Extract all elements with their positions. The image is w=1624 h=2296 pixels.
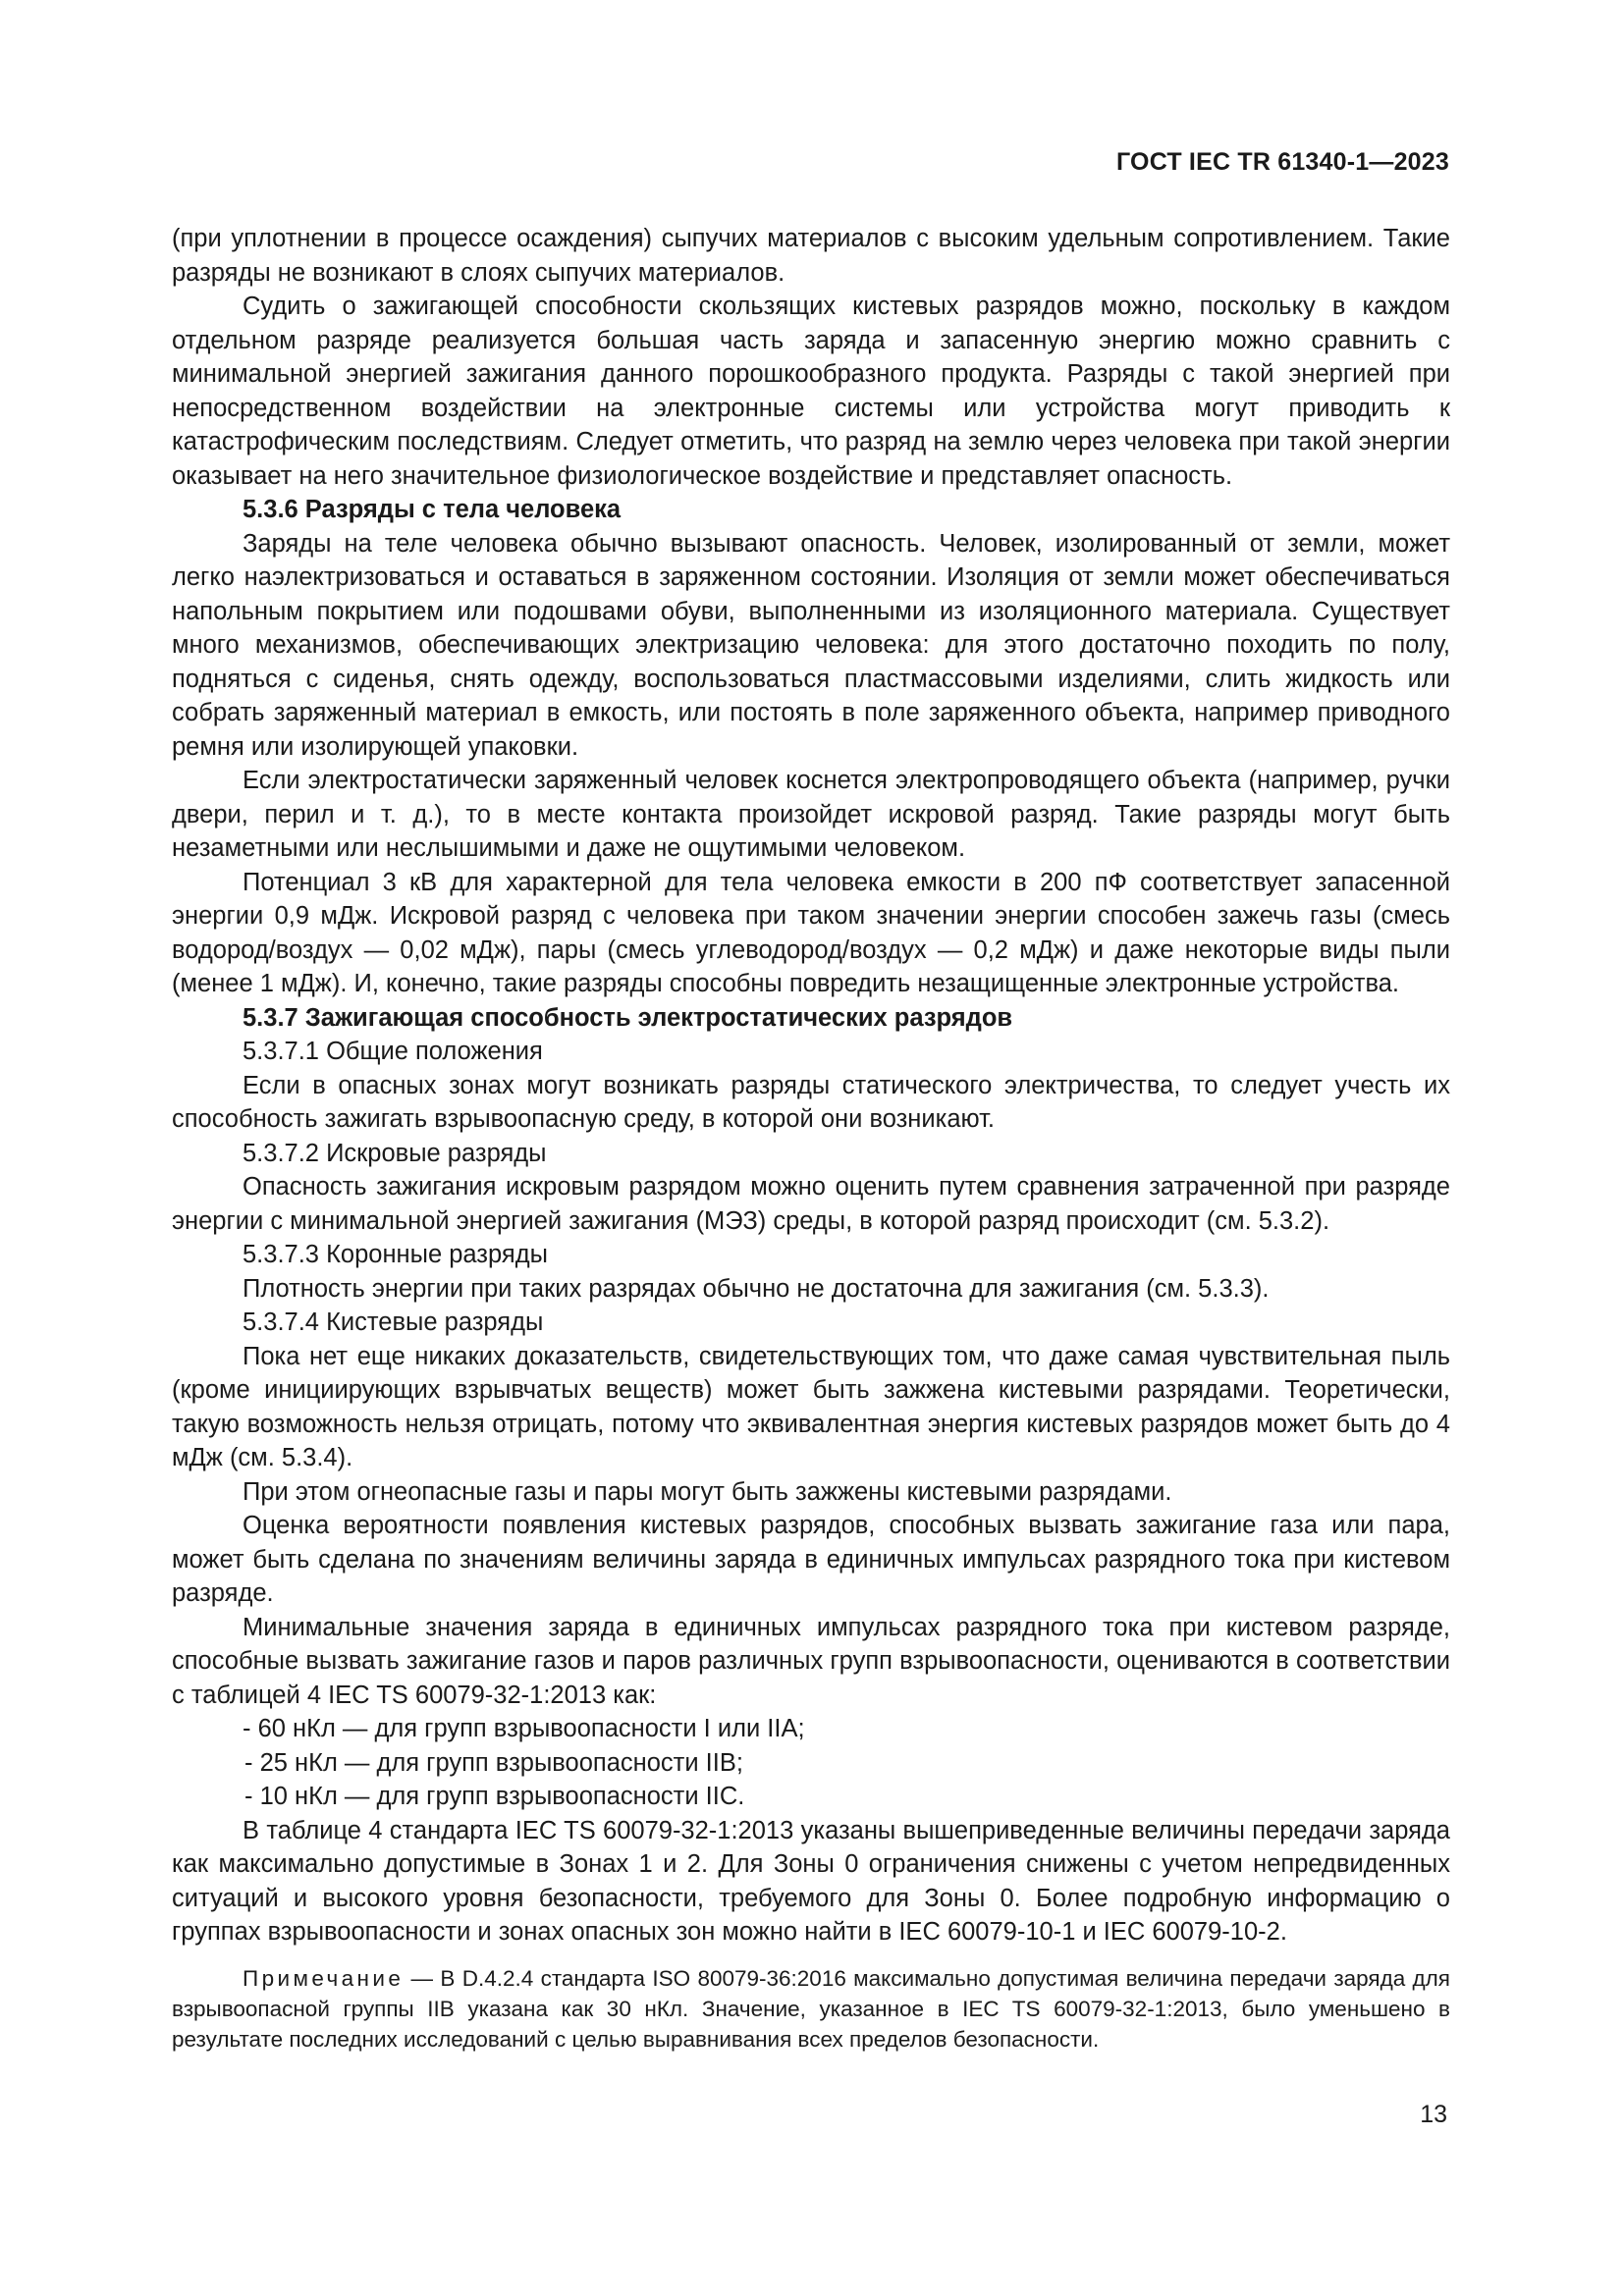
paragraph: Плотность энергии при таких разрядах обычно не достаточна для зажигания (см. 5.3.3).	[243, 1274, 1270, 1303]
page-number: 13	[1420, 2101, 1447, 2128]
subsection-heading: 5.3.7.4 Кистевые разряды	[243, 1308, 544, 1336]
subsection-heading: 5.3.7.1 Общие положения	[243, 1038, 543, 1065]
note	[172, 1963, 1450, 2055]
subsection-heading: 5.3.7.3 Коронные разряды	[243, 1241, 548, 1268]
paragraph: Пока нет еще никаких доказательств, свидетельствующих том, что даже самая чувствительная пыль (кроме инициирующих взрывчатых веществ) может быть зажжена кистевыми разрядами. Теоретически, такую возможность нельзя отрицать, потому что эквивалентная энергия кистевых разрядов может быть до 4 мДж (см. 5.3.4).	[172, 1342, 1450, 1471]
paragraph: Судить о зажигающей способности скользящих кистевых разрядов можно, поскольку в каждом отдельном разряде реализуется большая часть заряда и запасенную энергию можно сравнить с минимальной энергией зажигания данного порошкообразного продукта. Разряды с такой энергией при непосредственном воздействии на электронные системы или устройства могут приводить к катастрофическим последствиям. Следует отметить, что разряд на землю через человека при такой энергии оказывает на него значительное физиологическое воздействие и представляет опасность.	[172, 293, 1450, 490]
list-item: - 25 нКл — для групп взрывоопасности IIВ;	[244, 1748, 743, 1777]
document-header: ГОСТ IEC TR 61340-1—2023	[1116, 148, 1449, 176]
paragraph: Если электростатически заряженный человек коснется электропроводящего объекта (например, ручки двери, перил и т. д.), то в месте контакта произойдет искровой разряд. Такие разряды могут быть незаметными или неслышимыми и даже не ощутимыми человеком.	[172, 767, 1450, 862]
note-text: — В D.4.2.4 стандарта ISO 80079-36:2016 максимально допустимая величина передачи заряда для взрывоопасной группы IIВ указана как 30 нКл. Значение, указанное в IEC TS 60079-32-1:2013, было уменьшено в результате последних исследований с целью выравнивания всех пределов безопасности.	[172, 1965, 1450, 2052]
paragraph: (при уплотнении в процессе осаждения) сыпучих материалов с высоким удельным сопротивлением. Такие разряды не возникают в слоях сыпучих материалов.	[172, 225, 1450, 287]
section-heading: 5.3.6 Разряды с тела человека	[243, 496, 622, 523]
paragraph: Потенциал 3 кВ для характерной для тела человека емкости в 200 пФ соответствует запасенной энергии 0,9 мДж. Искровой разряд с человека при таком значении энергии способен зажечь газы (смесь водород/воздух — 0,02 мДж), пары (смесь углеводород/воздух — 0,2 мДж) и даже некоторые виды пыли (менее 1 мДж). И, конечно, такие разряды способны повредить незащищенные электронные устройства.	[172, 868, 1450, 997]
section-heading: 5.3.7 Зажигающая способность электростатических разрядов	[243, 1003, 1013, 1032]
paragraph: Минимальные значения заряда в единичных импульсах разрядного тока при кистевом разряде, способные вызвать зажигание газов и паров различных групп взрывоопасности, оцениваются в соответствии с таблицей 4 IEC TS 60079-32-1:2013 как:	[172, 1613, 1450, 1709]
paragraph: Заряды на теле человека обычно вызывают опасность. Человек, изолированный от земли, может легко наэлектризоваться и оставаться в заряженном состоянии. Изоляция от земли может обеспечиваться напольным покрытием или подошвами обуви, выполненными из изоляционного материала. Существует много механизмов, обеспечивающих электризацию человека: для этого достаточно походить по полу, подняться с сиденья, снять одежду, воспользоваться пластмассовыми изделиями, слить жидкость или собрать заряженный материал в емкость, или постоять в поле заряженного объекта, например приводного ремня или изолирующей упаковки.	[172, 529, 1450, 761]
paragraph: В таблице 4 стандарта IEC TS 60079-32-1:2013 указаны вышеприведенные величины передачи заряда как максимально допустимые в Зонах 1 и 2. Для Зоны 0 ограничения снижены с учетом непредвиденных ситуаций и высокого уровня безопасности, требуемого для Зоны 0. Более подробную информацию о группах взрывоопасности и зонах опасных зон можно найти в IEC 60079-10-1 и IEC 60079-10-2.	[172, 1816, 1450, 1946]
paragraph: Если в опасных зонах могут возникать разряды статического электричества, то следует учесть их способность зажигать взрывоопасную среду, в которой они возникают.	[172, 1071, 1450, 1133]
subsection-heading: 5.3.7.2 Искровые разряды	[243, 1139, 547, 1167]
paragraph: При этом огнеопасные газы и пары могут быть зажжены кистевыми разрядами.	[243, 1477, 1172, 1506]
list-item: - 10 нКл — для групп взрывоопасности IIС.	[244, 1783, 745, 1810]
document-body	[172, 222, 1450, 2055]
note-label: Примечание	[243, 1965, 405, 1991]
list-item: - 60 нКл — для групп взрывоопасности I или IIА;	[243, 1715, 805, 1742]
paragraph: Оценка вероятности появления кистевых разрядов, способных вызвать зажигание газа или пара, может быть сделана по значениям величины заряда в единичных импульсах разрядного тока при кистевом разряде.	[172, 1512, 1450, 1607]
paragraph: Опасность зажигания искровым разрядом можно оценить путем сравнения затраченной при разряде энергии с минимальной энергией зажигания (МЭЗ) среды, в которой разряд происходит (см. 5.3.2).	[172, 1173, 1450, 1235]
